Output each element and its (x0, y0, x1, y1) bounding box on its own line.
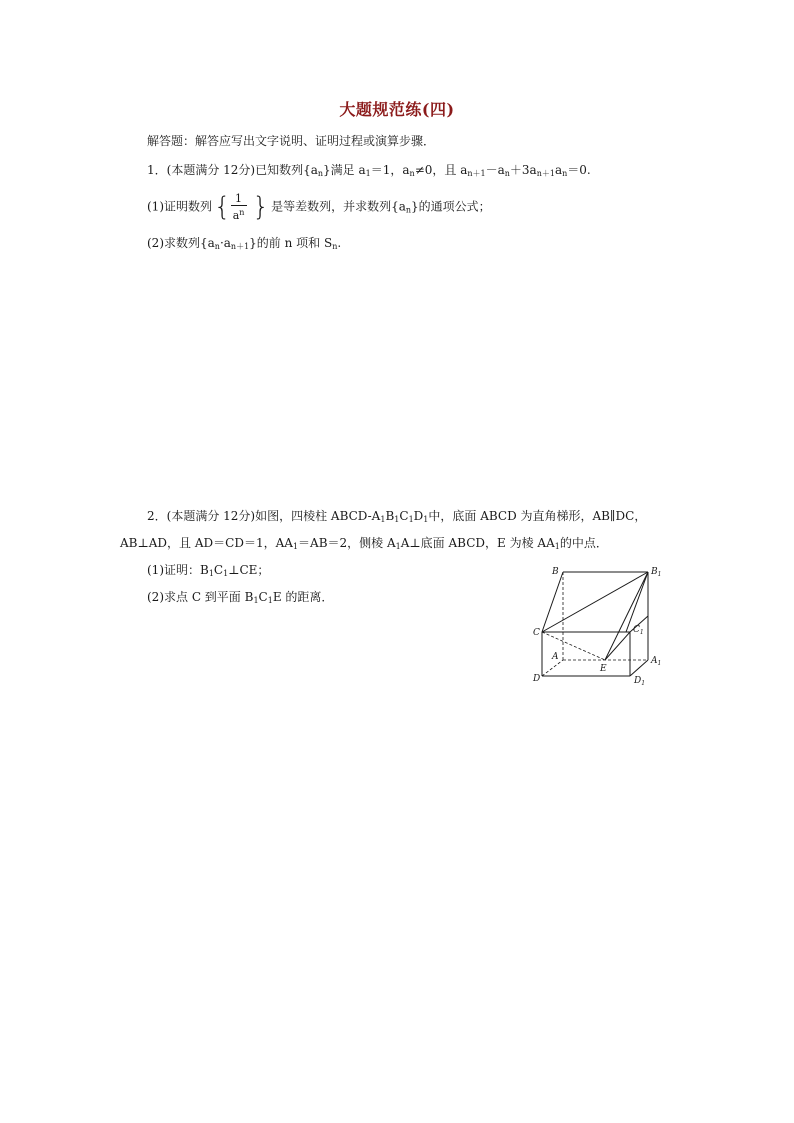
p2-sub: 1 (253, 596, 259, 605)
edge-B1-C1-back (626, 572, 648, 632)
p2-sub: 1 (292, 542, 299, 551)
right-brace: } (252, 192, 270, 222)
p1-sub: n (504, 169, 510, 178)
p1-q2-text: (2)求数列{a (147, 236, 215, 250)
p1-sub: n (317, 169, 324, 178)
p1-q2-text: ·a (219, 236, 231, 250)
p2-sub: 1 (554, 542, 560, 551)
problem1-header (147, 162, 591, 182)
den-sup: n (239, 208, 245, 217)
problem1-part1 (147, 192, 491, 225)
p2-text: ＝AB＝2，侧棱 A (298, 536, 396, 550)
p2-sub: 1 (395, 542, 401, 551)
label-B1-base: B (651, 567, 658, 577)
p1-sub: 1 (365, 169, 371, 178)
problem1-part2 (147, 235, 341, 255)
p2-q2-text: (2)求点 C 到平面 B (147, 590, 254, 604)
left-brace: { (214, 192, 231, 222)
p1-sub: n＋1 (467, 169, 486, 178)
p1-q1-text: }的通项公式； (411, 199, 491, 214)
p1-q2-text: . (337, 236, 342, 250)
p1-sub: n (562, 169, 568, 178)
fraction-denominator (231, 206, 247, 222)
p1-header-text: 1．(本题满分 12分)已知数列{a (147, 163, 318, 177)
p2-text: 中，底面 ABCD 为直角梯形，AB∥DC， (428, 509, 647, 523)
p1-header-text: }满足 a (323, 163, 366, 177)
p1-header-text: ≠0，且 a (414, 163, 468, 177)
label-A1 (650, 656, 661, 667)
label-A1-base: A (651, 656, 658, 666)
label-B1 (650, 567, 661, 578)
p2-text: D (413, 509, 424, 523)
p2-q2-text: C (258, 590, 268, 604)
p2-text: B (385, 509, 395, 523)
p1-header-text: ＝0. (567, 163, 591, 177)
label-A: A (552, 652, 559, 662)
p1-q1-text: 是等差数列，并求数列{a (271, 199, 406, 214)
label-D: D (533, 674, 541, 684)
label-A1-sub: 1 (657, 660, 662, 667)
p2-q1-text: (1)证明：B (147, 563, 209, 577)
fraction-numerator: 1 (231, 192, 247, 206)
problem2-part1 (147, 562, 269, 582)
label-D1-base: D (634, 676, 642, 685)
p2-q2-text: E 的距离． (272, 590, 334, 604)
p2-sub: 1 (408, 515, 414, 524)
label-B1-sub: 1 (657, 571, 662, 578)
p2-sub: 1 (423, 515, 429, 524)
p1-q1-text: (1)证明数列 (147, 199, 212, 214)
p2-sub: 1 (267, 596, 273, 605)
p1-header-text: －a (485, 163, 505, 177)
den-base: a (232, 209, 240, 222)
p2-q1-text: ⊥CE； (228, 563, 270, 577)
p1-sub: n (409, 169, 415, 178)
p2-text: 的中点． (559, 536, 608, 550)
p2-text: 2．(本题满分 12分)如图，四棱柱 ABCD-A (147, 509, 381, 523)
label-B: B (552, 567, 559, 577)
p2-sub: 1 (223, 569, 229, 578)
prism-figure (530, 560, 670, 685)
p2-q1-text: C (213, 563, 224, 577)
p2-text: C (399, 509, 409, 523)
p1-sub: n＋1 (536, 169, 555, 178)
p2-sub: 1 (394, 515, 400, 524)
p1-sub: n＋1 (230, 242, 250, 251)
page-title: 大题规范练(四) (339, 100, 455, 119)
p1-header-text: ＝1，a (370, 163, 410, 177)
p1-header-text: ＋3a (509, 163, 537, 177)
label-C1-base: C (633, 625, 640, 635)
problem2-line2 (120, 535, 608, 555)
prism-diagram (530, 560, 670, 685)
p2-text: AB⊥AD，且 AD＝CD＝1，AA (120, 536, 293, 550)
label-C1-sub: 1 (639, 629, 644, 636)
label-D1-sub: 1 (641, 680, 646, 685)
label-C: C (533, 628, 540, 638)
problem2-part2 (147, 589, 333, 609)
p2-text: A⊥底面 ABCD，E 为棱 AA (400, 536, 555, 550)
p1-header-text: a (554, 163, 563, 177)
sequence-fraction (214, 192, 269, 222)
p2-sub: 1 (208, 569, 214, 578)
label-E: E (600, 664, 607, 674)
label-C1 (633, 625, 644, 636)
line-E-C1 (605, 632, 630, 660)
label-D1 (633, 676, 645, 685)
edge-B-C (542, 572, 563, 632)
p1-sub: n (405, 205, 412, 215)
problem2-line1 (147, 508, 646, 528)
diag-B1-E (605, 572, 648, 660)
edge-D1-A1 (630, 660, 648, 676)
p1-sub: n (332, 242, 338, 251)
p2-sub: 1 (380, 515, 386, 524)
fraction (231, 192, 247, 222)
p1-sub: n (214, 242, 220, 251)
diag-C-B1 (542, 572, 648, 632)
p1-q2-text: }的前 n 项和 S (249, 236, 333, 250)
instructions: 解答题：解答应写出文字说明、证明过程或演算步骤． (147, 134, 436, 148)
hidden-D-A (542, 660, 563, 676)
